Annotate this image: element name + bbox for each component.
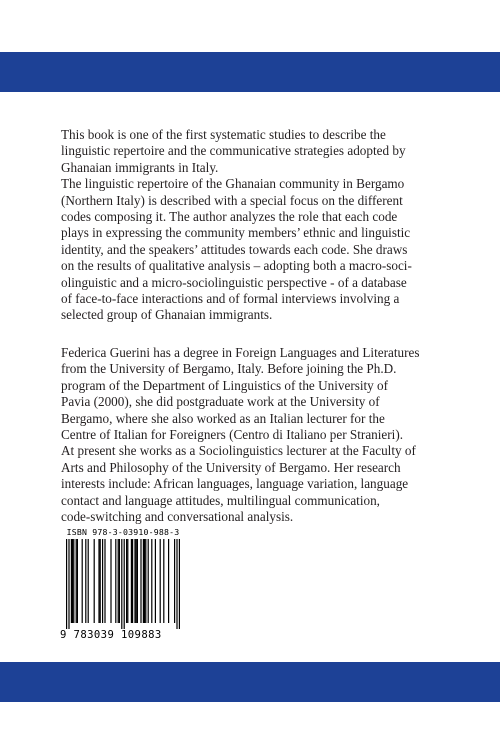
top-color-band xyxy=(0,52,500,92)
barcode-bar xyxy=(82,539,83,623)
barcode-bar xyxy=(132,539,133,623)
barcode-bar xyxy=(118,539,119,623)
barcode-bar xyxy=(148,539,149,623)
barcode-bar xyxy=(104,539,105,623)
bio-line: contact and language attitudes, multilingual communication, xyxy=(61,492,380,508)
barcode-bar xyxy=(163,539,164,623)
summary-line: (Northern Italy) is described with a special focus on the different xyxy=(61,192,403,208)
bio-line: Bergamo, where she also worked as an Italian lecturer for the xyxy=(61,410,385,426)
barcode-bar xyxy=(136,539,137,623)
barcode-bar xyxy=(85,539,86,623)
barcode-bar xyxy=(140,539,141,623)
barcode-bar xyxy=(134,539,135,623)
book-summary xyxy=(61,127,441,324)
barcode-bar xyxy=(126,539,127,623)
barcode-bar xyxy=(160,539,161,623)
barcode-bar xyxy=(98,539,99,623)
barcode-bar xyxy=(131,539,132,623)
barcode-bar xyxy=(73,539,74,623)
summary-line: codes composing it. The author analyzes the role that each code xyxy=(61,209,398,225)
barcode-bar xyxy=(94,539,95,623)
barcode-bar xyxy=(119,539,120,623)
summary-line: selected group of Ghanaian immigrants. xyxy=(61,307,273,323)
summary-line: Ghanaian immigrants in Italy. xyxy=(61,159,219,175)
barcode-bar xyxy=(88,539,89,623)
barcode-bar xyxy=(179,539,180,629)
barcode-bars xyxy=(60,539,186,629)
bio-line: from the University of Bergamo, Italy. Before joining the Ph.D. xyxy=(61,361,397,377)
barcode-bar xyxy=(100,539,101,623)
bio-line: interests include: African languages, language variation, language xyxy=(61,476,409,492)
barcode-bar xyxy=(71,539,72,623)
barcode-bar xyxy=(151,539,152,623)
summary-line: The linguistic repertoire of the Ghanaian community in Bergamo xyxy=(61,176,405,192)
barcode-bar xyxy=(155,539,156,623)
barcode-bar xyxy=(110,539,111,623)
summary-line: on the results of qualitative analysis – adopting both a macro-soci- xyxy=(61,258,412,274)
summary-line: olinguistic and a micro-sociolinguistic perspective - of a database xyxy=(61,274,407,290)
bio-line: code-switching and conversational analysis. xyxy=(61,509,294,525)
barcode-bar xyxy=(76,539,77,623)
barcode-bar xyxy=(102,539,103,623)
bio-line: Centre of Italian for Foreigners (Centro di Italiano per Stranieri). xyxy=(61,427,404,443)
barcode-bar xyxy=(121,539,122,629)
summary-line: This book is one of the first systematic studies to describe the xyxy=(61,127,386,142)
summary-line: plays in expressing the community members’ ethnic and linguistic xyxy=(61,225,411,241)
barcode-bar xyxy=(77,539,78,623)
barcode-bar xyxy=(66,539,67,629)
barcode-bar xyxy=(127,539,128,623)
bottom-color-band xyxy=(0,662,500,702)
barcode-bar xyxy=(176,539,177,629)
bio-line: Federica Guerini has a degree in Foreign Languages and Literatures xyxy=(61,345,420,360)
isbn-label: ISBN 978-3-03910-988-3 xyxy=(66,527,180,537)
author-bio xyxy=(61,345,441,525)
bio-line: program of the Department of Linguistics of the University of xyxy=(61,377,389,393)
barcode-bar xyxy=(174,539,175,623)
barcode-bar xyxy=(115,539,116,623)
barcode-bar xyxy=(168,539,169,623)
barcode-bar xyxy=(137,539,138,623)
summary-line: identity, and the speakers’ attitudes towards each code. She draws xyxy=(61,241,408,257)
barcode-bar xyxy=(124,539,125,629)
bio-line: Arts and Philosophy of the University of Bergamo. Her research xyxy=(61,459,401,475)
summary-line: of face-to-face interactions and of formal interviews involving a xyxy=(61,291,400,307)
bio-line: Pavia (2000), she did postgraduate work at the University of xyxy=(61,394,380,410)
barcode-bar xyxy=(145,539,146,623)
barcode-bar xyxy=(72,539,73,623)
barcode-bar xyxy=(143,539,144,623)
bio-line: At present she works as a Sociolinguistics lecturer at the Faculty of xyxy=(61,443,416,459)
ean-digits: 9 783039 109883 xyxy=(60,629,162,641)
barcode-bar xyxy=(144,539,145,623)
summary-line: linguistic repertoire and the communicative strategies adopted by xyxy=(61,143,406,159)
barcode-bar xyxy=(68,539,69,629)
